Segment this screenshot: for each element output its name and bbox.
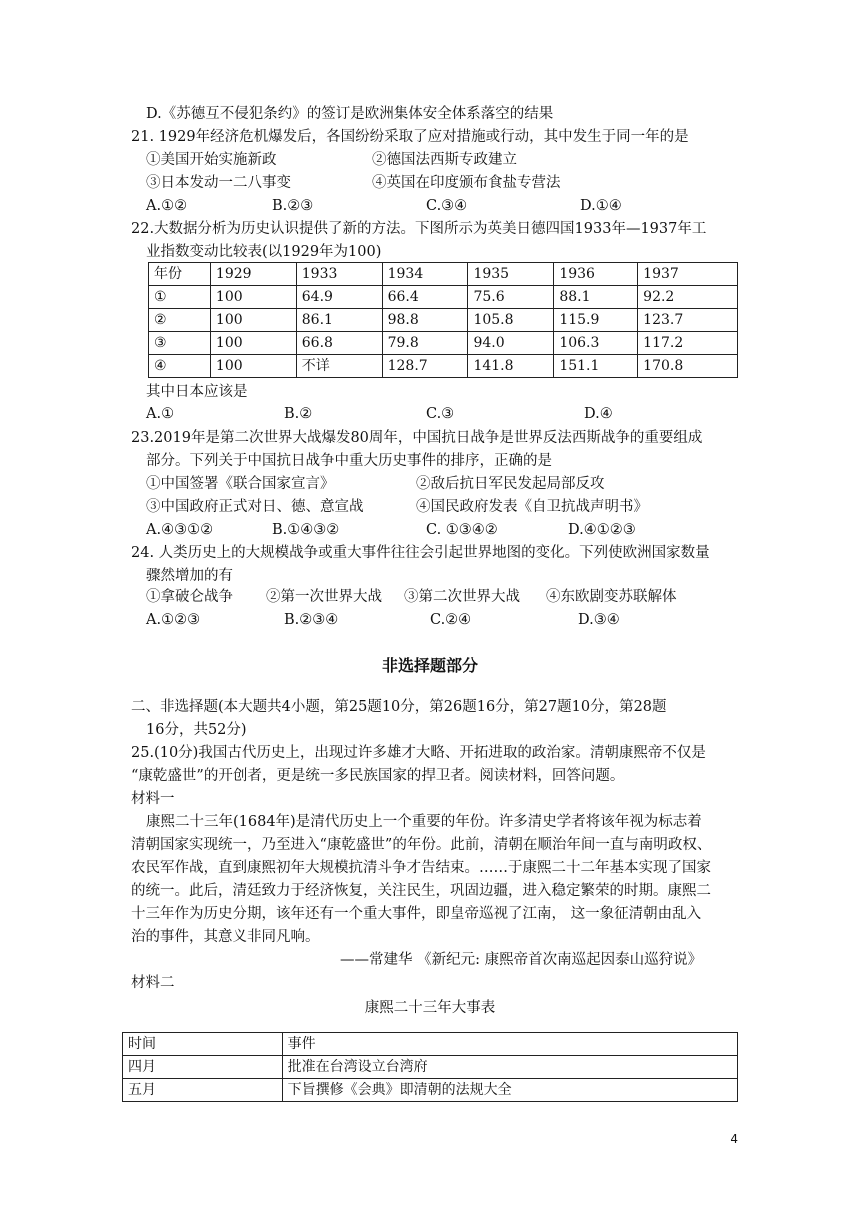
table-cell: 五月 <box>123 1079 283 1102</box>
table-header-row <box>123 1033 738 1056</box>
table-cell: 批准在台湾设立台湾府 <box>282 1056 737 1079</box>
material-1-line: 的统一。此后，清廷致力于经济恢复，关注民生，巩固边疆，进入稳定繁荣的时期。康熙二 <box>131 883 711 899</box>
table-cell: 86.1 <box>296 309 382 332</box>
table-cell: 100 <box>210 355 296 378</box>
material-1-line: 农民军作战，直到康熙初年大规模抗清斗争才告结束。……于康熙二十二年基本实现了国家 <box>131 860 711 876</box>
table-cell: ① <box>149 286 211 309</box>
q24-option-a: A.①②③ <box>146 612 201 628</box>
q24-option-b: B.②③④ <box>284 612 339 628</box>
q23-option-d: D.④①②③ <box>568 522 636 538</box>
q25-stem-line-2: “康乾盛世”的开创者，更是统一多民族国家的捍卫者。阅读材料，回答问题。 <box>131 768 625 784</box>
q22-option-b: B.② <box>284 406 313 422</box>
q23-item-1: ①中国签署《联合国家宣言》 <box>146 476 335 492</box>
material-1-source: ——常建华 《新纪元: 康熙帝首次南巡起因泰山巡狩说》 <box>340 952 703 968</box>
table-row <box>123 1056 738 1079</box>
q23-option-c: C. ①③④② <box>426 522 498 538</box>
table-cell: 66.8 <box>296 332 382 355</box>
q21-option-d: D.①④ <box>580 198 622 214</box>
q22-stem-line-2: 业指数变动比较表(以1929年为100) <box>146 244 382 260</box>
table-header-cell: 1929 <box>210 263 296 286</box>
table-cell: 79.8 <box>382 332 468 355</box>
q21-item-1: ①美国开始实施新政 <box>146 152 277 168</box>
table-header-row <box>149 263 738 286</box>
table-header-cell: 1934 <box>382 263 468 286</box>
q21-option-a: A.①② <box>146 198 188 214</box>
q24-stem-line-2: 骤然增加的有 <box>146 568 233 584</box>
q22-stem-line-1: 22.大数据分析为历史认识提供了新的方法。下图所示为英美日德四国1933年—1937年工 <box>131 221 707 237</box>
table-cell: 75.6 <box>468 286 554 309</box>
table-cell: ② <box>149 309 211 332</box>
table-cell: 66.4 <box>382 286 468 309</box>
table-header-cell: 年份 <box>149 263 211 286</box>
q23-stem-line-1: 23.2019年是第二次世界大战爆发80周年，中国抗日战争是世界反法西斯战争的重要组成 <box>131 430 703 446</box>
q24-option-d: D.③④ <box>578 612 620 628</box>
q21-option-c: C.③④ <box>426 198 468 214</box>
table-cell: 141.8 <box>468 355 554 378</box>
table-row <box>149 355 738 378</box>
table-cell: ④ <box>149 355 211 378</box>
q21-stem: 21. 1929年经济危机爆发后，各国纷纷采取了应对措施或行动，其中发生于同一年的是 <box>131 129 689 145</box>
table-header-cell: 1937 <box>638 263 738 286</box>
table-cell: 106.3 <box>554 332 638 355</box>
material-2-table-title: 康熙二十三年大事表 <box>364 1000 496 1016</box>
table-cell: 151.1 <box>554 355 638 378</box>
q22-question: 其中日本应该是 <box>146 384 248 400</box>
table-cell: 98.8 <box>382 309 468 332</box>
q20-option-d: D.《苏德互不侵犯条约》的签订是欧洲集体安全体系落空的结果 <box>146 106 554 122</box>
q23-stem-line-2: 部分。下列关于中国抗日战争中重大历史事件的排序，正确的是 <box>146 453 552 469</box>
q23-item-2: ②敌后抗日军民发起局部反攻 <box>416 476 605 492</box>
table-cell: 117.2 <box>638 332 738 355</box>
table-row <box>149 332 738 355</box>
q22-option-d: D.④ <box>584 406 613 422</box>
q23-item-3: ③中国政府正式对日、德、意宣战 <box>146 499 364 515</box>
part2-instructions-line-1: 二、非选择题(本大题共4小题，第25题10分，第26题16分，第27题10分，第28题 <box>131 699 667 715</box>
table-header-cell: 1936 <box>554 263 638 286</box>
page-number: 4 <box>730 1132 738 1146</box>
table-row <box>123 1079 738 1102</box>
table-cell: 92.2 <box>638 286 738 309</box>
q21-option-b: B.②③ <box>272 198 314 214</box>
material-1-line: 十三年作为历史分期，该年还有一个重大事件，即皇帝巡视了江南， 这一象征清朝由乱入 <box>131 906 702 922</box>
table-cell: 123.7 <box>638 309 738 332</box>
material-1-line: 清朝国家实现统一，乃至进入“康乾盛世”的年份。此前，清朝在顺治年间一直与南明政权、 <box>131 837 712 853</box>
table-header-cell: 时间 <box>123 1033 283 1056</box>
table-row <box>149 286 738 309</box>
q22-option-a: A.① <box>146 406 175 422</box>
events-table <box>122 1032 738 1102</box>
q24-option-c: C.②④ <box>430 612 472 628</box>
table-cell: 不详 <box>296 355 382 378</box>
table-cell: 94.0 <box>468 332 554 355</box>
table-cell: 100 <box>210 309 296 332</box>
material-2-label: 材料二 <box>131 975 175 991</box>
part2-instructions-line-2: 16分，共52分) <box>146 722 247 738</box>
q25-stem-line-1: 25.(10分)我国古代历史上，出现过许多雄才大略、开拓进取的政治家。清朝康熙帝不仅是 <box>131 745 706 761</box>
table-cell: 下旨撰修《会典》即清朝的法规大全 <box>282 1079 737 1102</box>
industrial-index-table <box>148 262 738 378</box>
q22-option-c: C.③ <box>426 406 455 422</box>
table-row <box>149 309 738 332</box>
material-1-line: 康熙二十三年(1684年)是清代历史上一个重要的年份。许多清史学者将该年视为标志着 <box>146 814 702 830</box>
q21-item-2: ②德国法西斯专政建立 <box>372 152 517 168</box>
q21-item-3: ③日本发动一二八事变 <box>146 175 291 191</box>
table-cell: 四月 <box>123 1056 283 1079</box>
table-cell: 128.7 <box>382 355 468 378</box>
q24-stem-line-1: 24. 人类历史上的大规模战争或重大事件往往会引起世界地图的变化。下列使欧洲国家数量 <box>131 545 710 561</box>
table-cell: 100 <box>210 332 296 355</box>
q24-item-3: ③第二次世界大战 <box>404 589 520 605</box>
material-1-line: 治的事件，其意义非同凡响。 <box>131 929 320 945</box>
material-1-label: 材料一 <box>131 791 175 807</box>
table-cell: 64.9 <box>296 286 382 309</box>
table-cell: 105.8 <box>468 309 554 332</box>
q24-item-2: ②第一次世界大战 <box>266 589 382 605</box>
q23-item-4: ④国民政府发表《自卫抗战声明书》 <box>416 499 648 515</box>
q24-item-4: ④东欧剧变苏联解体 <box>546 589 677 605</box>
table-cell: ③ <box>149 332 211 355</box>
section-title: 非选择题部分 <box>381 656 478 675</box>
q21-item-4: ④英国在印度颁布食盐专营法 <box>372 175 561 191</box>
table-cell: 115.9 <box>554 309 638 332</box>
table-header-cell: 1933 <box>296 263 382 286</box>
q23-option-b: B.①④③② <box>272 522 340 538</box>
table-cell: 170.8 <box>638 355 738 378</box>
table-cell: 100 <box>210 286 296 309</box>
table-cell: 88.1 <box>554 286 638 309</box>
table-header-cell: 1935 <box>468 263 554 286</box>
q24-item-1: ①拿破仑战争 <box>146 589 233 605</box>
q23-option-a: A.④③①② <box>146 522 214 538</box>
table-header-cell: 事件 <box>282 1033 737 1056</box>
